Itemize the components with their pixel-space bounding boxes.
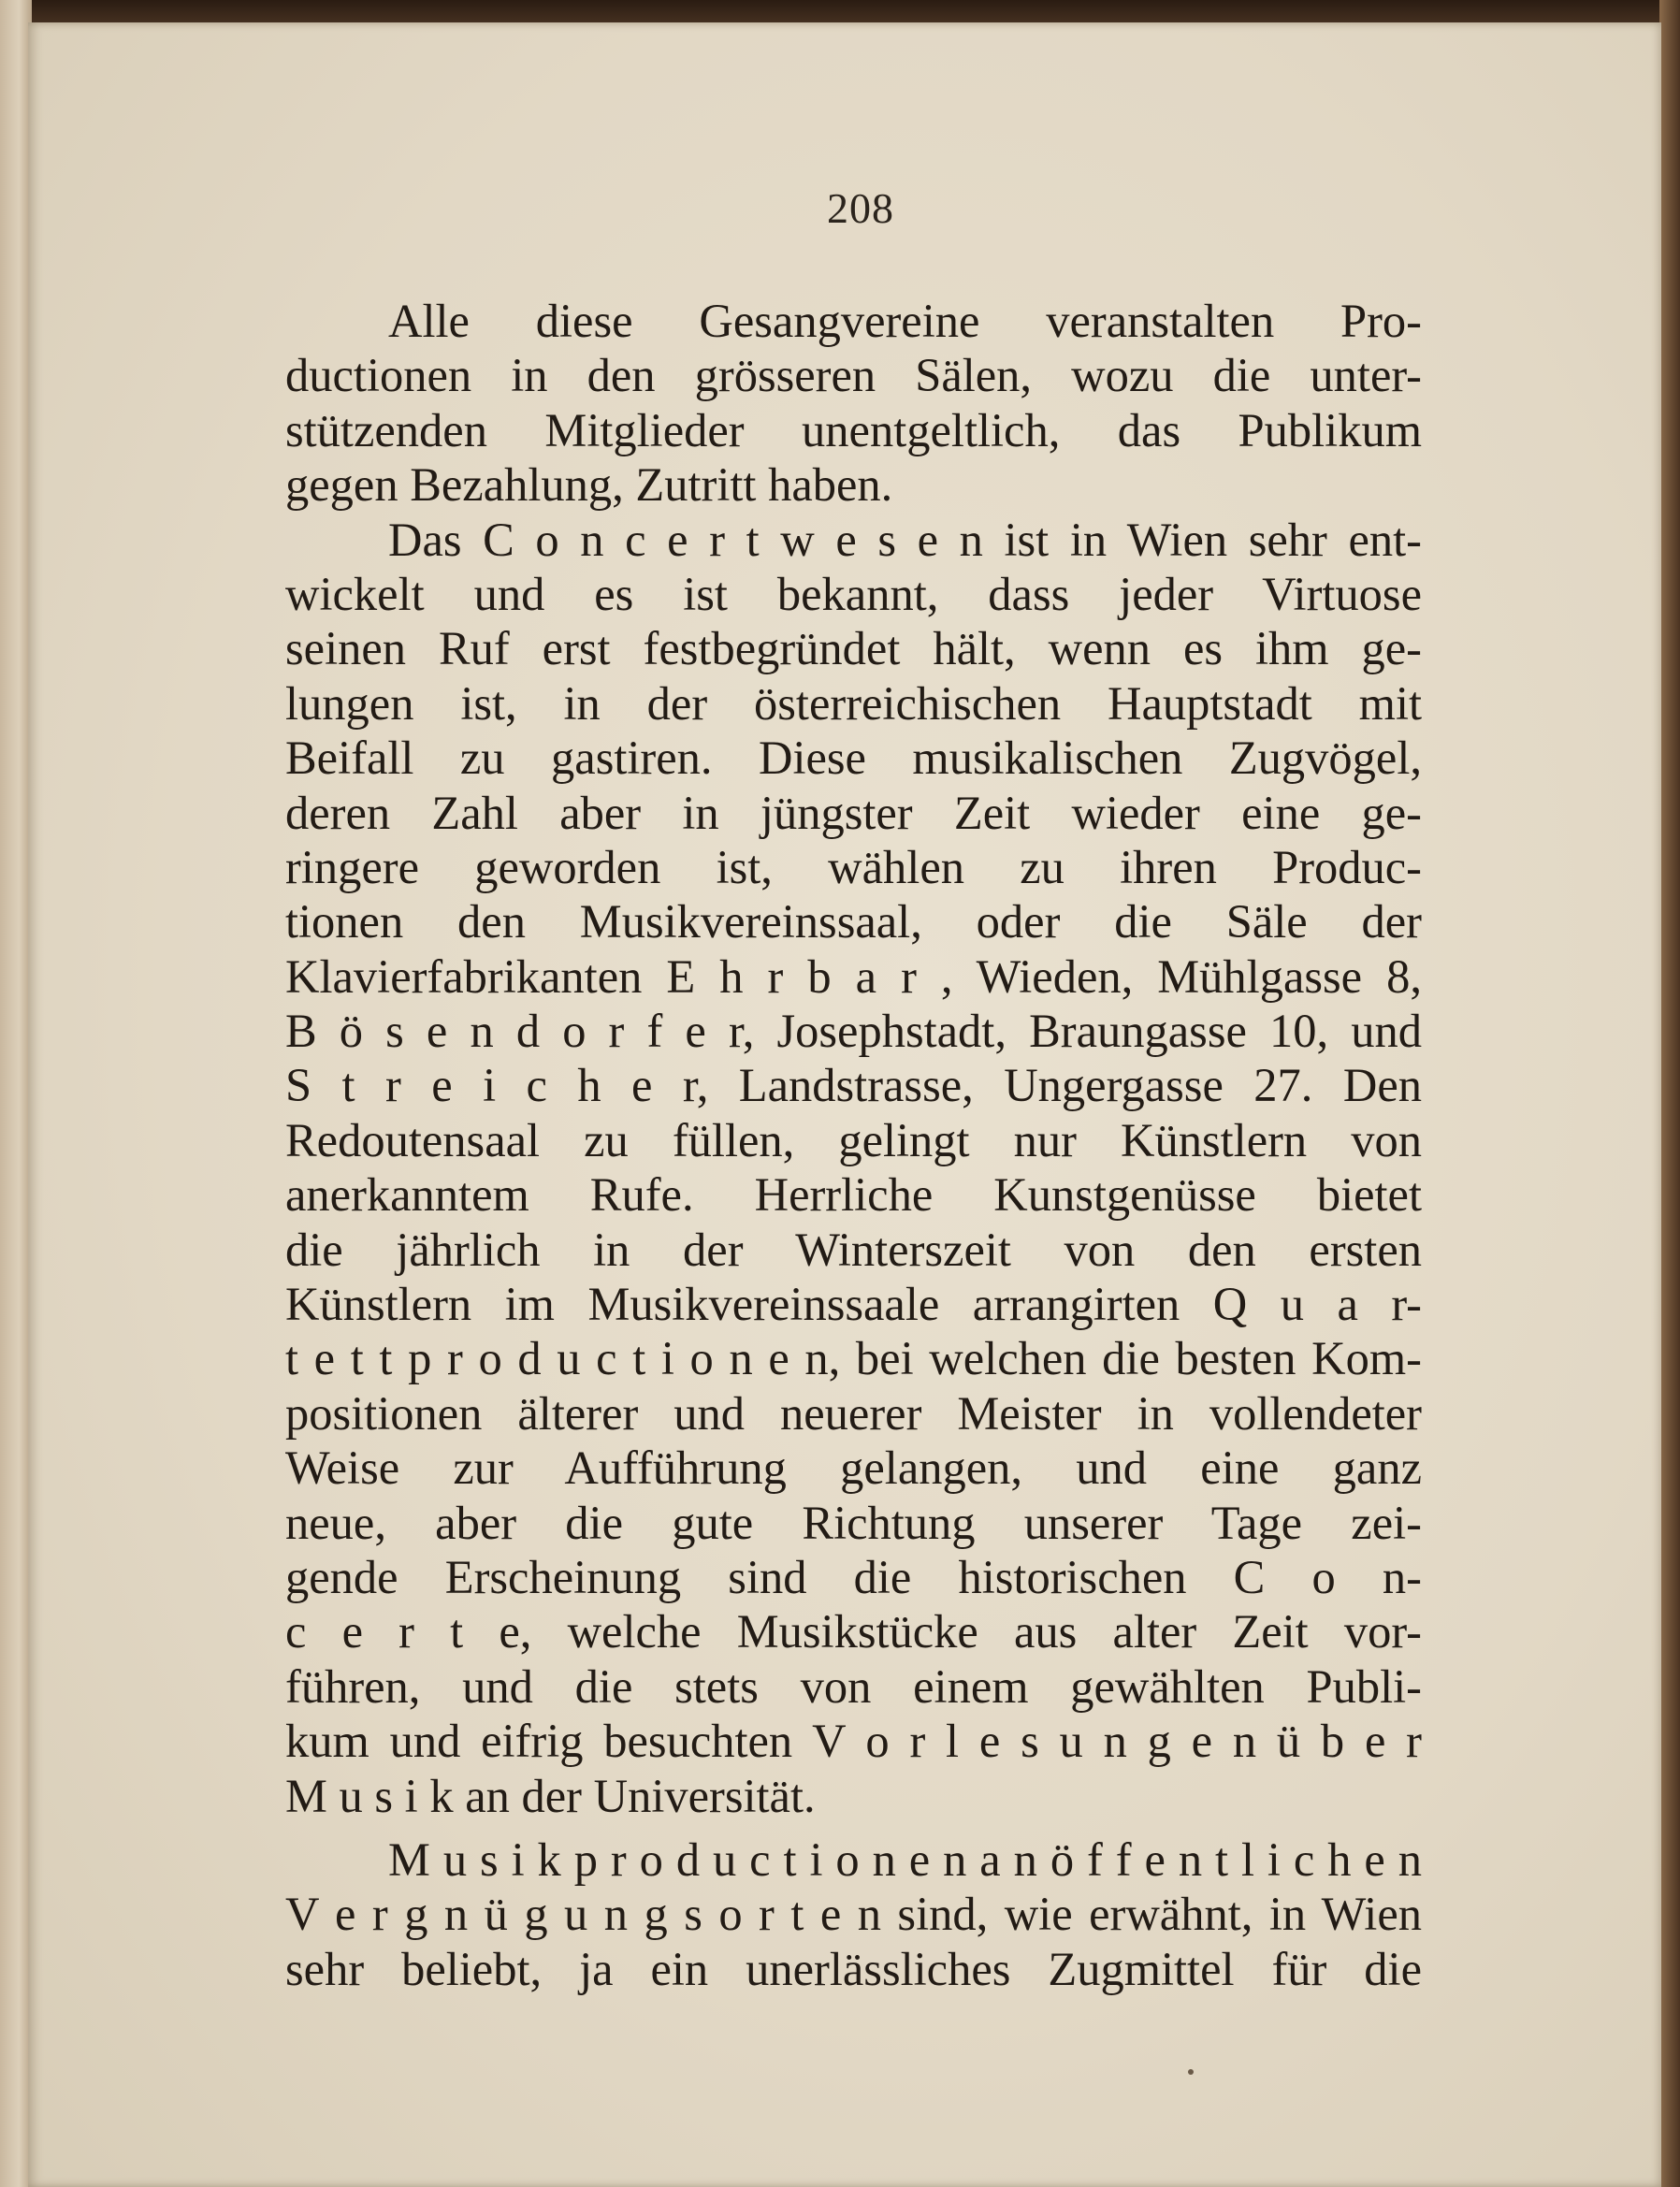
text-line: Beifall zu gastiren. Diese musikalischen Zugvögel, [285,731,1422,785]
text-line: sehr beliebt, ja ein unerlässliches Zugmittel für die [285,1942,1422,1995]
text-line: M u s i k p r o d u c t i o n e n a n ö f f e n t l i c h e n [388,1832,1422,1886]
text-line: t e t t p r o d u c t i o n e n, bei welchen die besten Kom- [285,1332,1422,1385]
text-line: gende Erscheinung sind die historischen C o n- [285,1550,1422,1603]
body-text [285,294,1422,1996]
text-line: Weise zur Aufführung gelangen, und eine ganz [285,1441,1422,1495]
page-number: 208 [827,184,894,232]
text-line: Redoutensaal zu füllen, gelingt nur Künstlern von [285,1113,1422,1166]
text-line: B ö s e n d o r f e r, Josephstadt, Braungasse 10, und [285,1005,1422,1058]
text-line: tionen den Musikvereinssaal, oder die Säle der [285,895,1422,949]
text-line: positionen älterer und neuerer Meister in vollendeter [285,1386,1422,1440]
text-line: die jährlich in der Winterszeit von den ersten [285,1223,1422,1276]
book-page [28,22,1661,2187]
text-line: anerkanntem Rufe. Herrliche Kunstgenüsse bietet [285,1168,1422,1222]
text-line: kum und eifrig besuchten V o r l e s u n g e n ü b e r [285,1715,1422,1768]
text-line: lungen ist, in der österreichischen Hauptstadt mit [285,676,1422,730]
ink-speck [1188,2069,1194,2075]
text-line: Das C o n c e r t w e s e n ist in Wien sehr ent- [388,513,1422,566]
text-line: Alle diese Gesangvereine veranstalten Pro- [388,295,1422,347]
text-line: Klavierfabrikanten E h r b a r , Wieden, Mühlgasse 8, [285,949,1422,1003]
text-line: stützenden Mitglieder unentgeltlich, das Publikum [285,403,1422,456]
text-line: c e r t e, welche Musikstücke aus alter Zeit vor- [285,1605,1422,1658]
text-line: V e r g n ü g u n g s o r t e n sind, wie erwähnt, in Wien [285,1888,1422,1941]
text-line: M u s i k an der Universität. [285,1769,816,1822]
book-gutter-left [0,0,32,2187]
text-line: S t r e i c h e r, Landstrasse, Ungergasse 27. Den [285,1059,1422,1112]
text-line: gegen Bezahlung, Zutritt haben. [285,458,893,512]
text-line: ductionen in den grösseren Sälen, wozu die unter- [285,349,1422,402]
text-line: führen, und die stets von einem gewählten Publi- [285,1659,1422,1713]
text-line: ringere geworden ist, wählen zu ihren Produc- [285,840,1422,893]
text-line: wickelt und es ist bekannt, dass jeder Virtuose [285,567,1422,620]
text-line: deren Zahl aber in jüngster Zeit wieder eine ge- [285,786,1422,839]
text-line: seinen Ruf erst festbegründet hält, wenn es ihm ge- [285,622,1422,675]
text-line: neue, aber die gute Richtung unserer Tage zei- [285,1496,1422,1549]
book-edge-right [1659,0,1680,2187]
text-line: Künstlern im Musikvereinssaale arrangirten Q u a r- [285,1278,1422,1331]
